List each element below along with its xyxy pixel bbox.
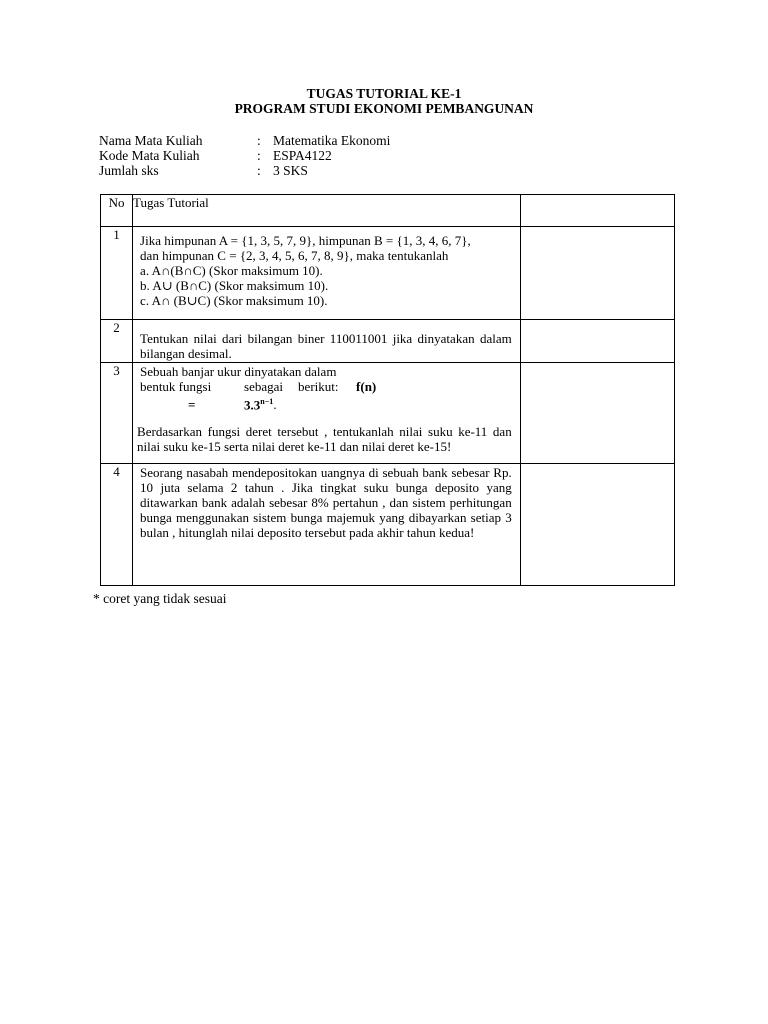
- score-cell: [520, 320, 674, 363]
- score-cell: [520, 227, 674, 320]
- course-name-row: Nama Mata Kuliah : Matematika Ekonomi: [99, 133, 391, 148]
- function-name: f(n): [356, 379, 377, 394]
- course-info: [99, 133, 390, 178]
- table-row: [101, 464, 675, 586]
- score-cell: [520, 464, 674, 586]
- program-title: PROGRAM STUDI EKONOMI PEMBANGUNAN: [234, 101, 534, 116]
- course-code-row: Kode Mata Kuliah : ESPA4122: [99, 148, 332, 163]
- table-row: [101, 227, 675, 320]
- header-task: Tugas Tutorial: [133, 195, 521, 227]
- header-score: [520, 195, 674, 227]
- function-formula: = $3.3^{n-1}$.: [188, 397, 277, 413]
- table-header-row: [101, 195, 675, 227]
- row-number: 4: [101, 464, 133, 586]
- task-cell: Tentukan nilai dari bilangan biner 110011001 jika dinyatakan dalam bilangan desimal.: [133, 320, 521, 363]
- row-number: 2: [101, 320, 133, 363]
- table-row: [101, 320, 675, 363]
- row-number: 1: [101, 227, 133, 320]
- task-cell: Sebuah banjar ukur dinyatakan dalam bentuk fungsi sebagai berikut: f(n) = $3.3^{n-1}$. Berdasarkan fungsi deret tersebut , tentukanlah nilai suku ke-11 dan nilai suku ke-15 serta nilai deret ke-11 dan nilai deret ke-15!: [133, 363, 521, 464]
- row-number: 3: [101, 363, 133, 464]
- header-no: No: [101, 195, 133, 227]
- score-cell: [520, 363, 674, 464]
- footnote: * coret yang tidak sesuai: [93, 591, 227, 606]
- course-code: ESPA4122: [273, 148, 332, 163]
- task-cell: Seorang nasabah mendepositokan uangnya di sebuah bank sebesar Rp. 10 juta selama 2 tahun . Jika tingkat suku bunga deposito yang ditawarkan bank adalah sebesar 8% pertahun , dan sistem perhitungan bunga menggunakan sistem bunga majemuk yang dibayarkan setiap 3 bulan , hitunglah nilai deposito tersebut pada akhir tahun kedua!: [133, 464, 521, 586]
- task-cell: Jika himpunan A = {1, 3, 5, 7, 9}, himpunan B = {1, 3, 4, 6, 7}, dan himpunan C = {2, 3, 4, 5, 6, 7, 8, 9}, maka tentukanlah a. A∩(B∩C) (Skor maksimum 10). b. A∪ (B∩C) (Skor maksimum 10). c. A∩ (B∪C) (Skor maksimum 10).: [133, 227, 521, 320]
- credits: 3 SKS: [273, 163, 308, 178]
- table-row: [101, 363, 675, 464]
- credits-row: Jumlah sks : 3 SKS: [99, 163, 308, 178]
- document-title: TUGAS TUTORIAL KE-1: [306, 86, 462, 101]
- course-name: Matematika Ekonomi: [273, 133, 391, 148]
- function-definition: bentuk fungsi sebagai berikut: f(n): [140, 379, 377, 394]
- tutorial-table: [100, 194, 675, 586]
